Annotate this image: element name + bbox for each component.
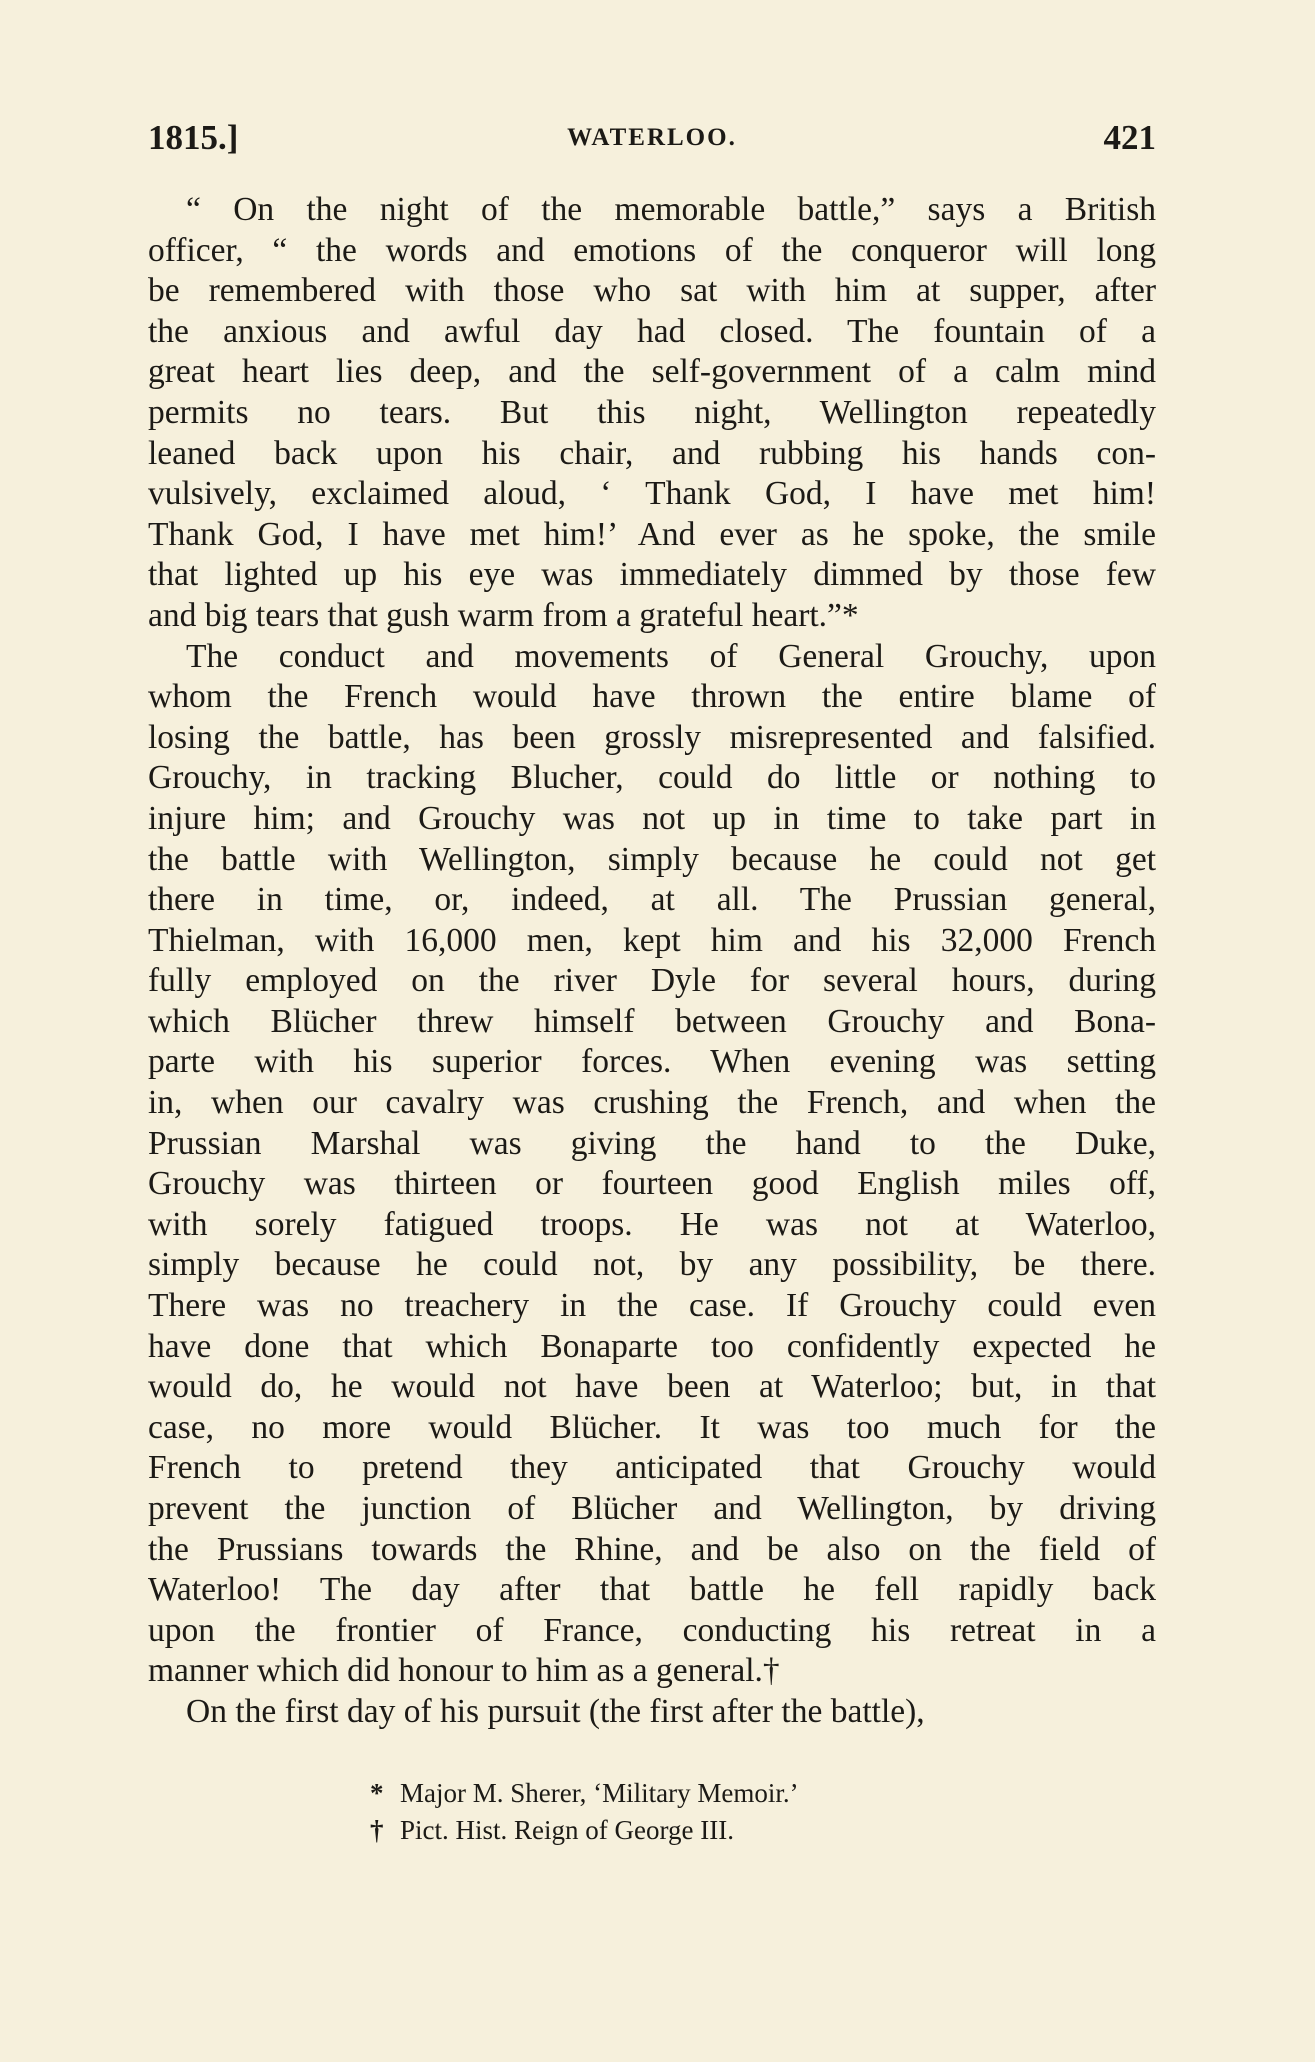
footnotes	[370, 1775, 1070, 1849]
text-line: injure him; and Grouchy was not up in time to take part in	[148, 799, 1156, 837]
text-line: that lighted up his eye was immediately dimmed by those few	[148, 556, 1156, 594]
text-line: fully employed on the river Dyle for several hours, during	[148, 962, 1156, 1000]
text-line: Prussian Marshal was giving the hand to the Duke,	[148, 1124, 1156, 1162]
header-year: 1815.]	[148, 118, 239, 157]
text-line: Grouchy, in tracking Blucher, could do little or nothing to	[148, 759, 1156, 797]
text-line: with sorely fatigued troops. He was not at Waterloo,	[148, 1205, 1156, 1243]
text-line: the Prussians towards the Rhine, and be also on the field of	[148, 1530, 1156, 1568]
text-line: the anxious and awful day had closed. The fountain of a	[148, 312, 1156, 350]
text-line: in, when our cavalry was crushing the French, and when the	[148, 1084, 1156, 1122]
text-line: leaned back upon his chair, and rubbing his hands con-	[148, 434, 1156, 472]
page-number: 421	[1103, 118, 1156, 157]
body-text	[148, 190, 1156, 1733]
text-line: upon the frontier of France, conducting his retreat in a	[148, 1611, 1156, 1649]
text-line: Thank God, I have met him!’ And ever as he spoke, the smile	[148, 515, 1156, 553]
text-line: There was no treachery in the case. If Grouchy could even	[148, 1287, 1156, 1325]
text-line: simply because he could not, by any possibility, be there.	[148, 1246, 1156, 1284]
text-line: great heart lies deep, and the self-government of a calm mind	[148, 353, 1156, 391]
text-line: parte with his superior forces. When evening was setting	[148, 1043, 1156, 1081]
running-head	[148, 118, 1156, 168]
header-title: WATERLOO.	[567, 124, 737, 151]
text-line: manner which did honour to him as a general.†	[148, 1652, 780, 1690]
text-line: case, no more would Blücher. It was too much for the	[148, 1408, 1156, 1446]
footnote	[370, 1775, 1070, 1812]
text-line: permits no tears. But this night, Wellington repeatedly	[148, 393, 1156, 431]
text-line: losing the battle, has been grossly misrepresented and falsified.	[148, 718, 1156, 756]
text-line: which Blücher threw himself between Grouchy and Bona-	[148, 1002, 1156, 1040]
text-line: vulsively, exclaimed aloud, ‘ Thank God, I have met him!	[148, 475, 1156, 513]
text-line: have done that which Bonaparte too confidently expected he	[148, 1327, 1156, 1365]
text-line: be remembered with those who sat with him at supper, after	[148, 272, 1156, 310]
text-line: On the first day of his pursuit (the first after the battle),	[186, 1692, 925, 1730]
text-line: prevent the junction of Blücher and Wellington, by driving	[148, 1490, 1156, 1527]
text-line: French to pretend they anticipated that Grouchy would	[148, 1449, 1156, 1487]
text-line: and big tears that gush warm from a grateful heart.”*	[148, 596, 859, 634]
text-line: the battle with Wellington, simply because he could not get	[148, 840, 1156, 878]
text-line: The conduct and movements of General Grouchy, upon	[186, 637, 1156, 675]
text-line: would do, he would not have been at Waterloo; but, in that	[148, 1368, 1156, 1406]
footnote-mark: †	[370, 1815, 384, 1845]
text-line: whom the French would have thrown the entire blame of	[148, 678, 1156, 716]
footnote	[370, 1812, 1070, 1849]
footnote-text: Pict. Hist. Reign of George III.	[400, 1815, 734, 1845]
text-line: Waterloo! The day after that battle he fell rapidly back	[148, 1571, 1156, 1609]
text-line: Grouchy was thirteen or fourteen good English miles off,	[148, 1165, 1156, 1203]
text-line: “ On the night of the memorable battle,” says a British	[186, 191, 1156, 228]
text-line: Thielman, with 16,000 men, kept him and his 32,000 French	[148, 921, 1156, 959]
footnote-mark: *	[370, 1778, 384, 1808]
text-line: there in time, or, indeed, at all. The Prussian general,	[148, 881, 1156, 919]
text-line: officer, “ the words and emotions of the conqueror will long	[148, 231, 1156, 269]
footnote-text: Major M. Sherer, ‘Military Memoir.’	[400, 1778, 799, 1808]
